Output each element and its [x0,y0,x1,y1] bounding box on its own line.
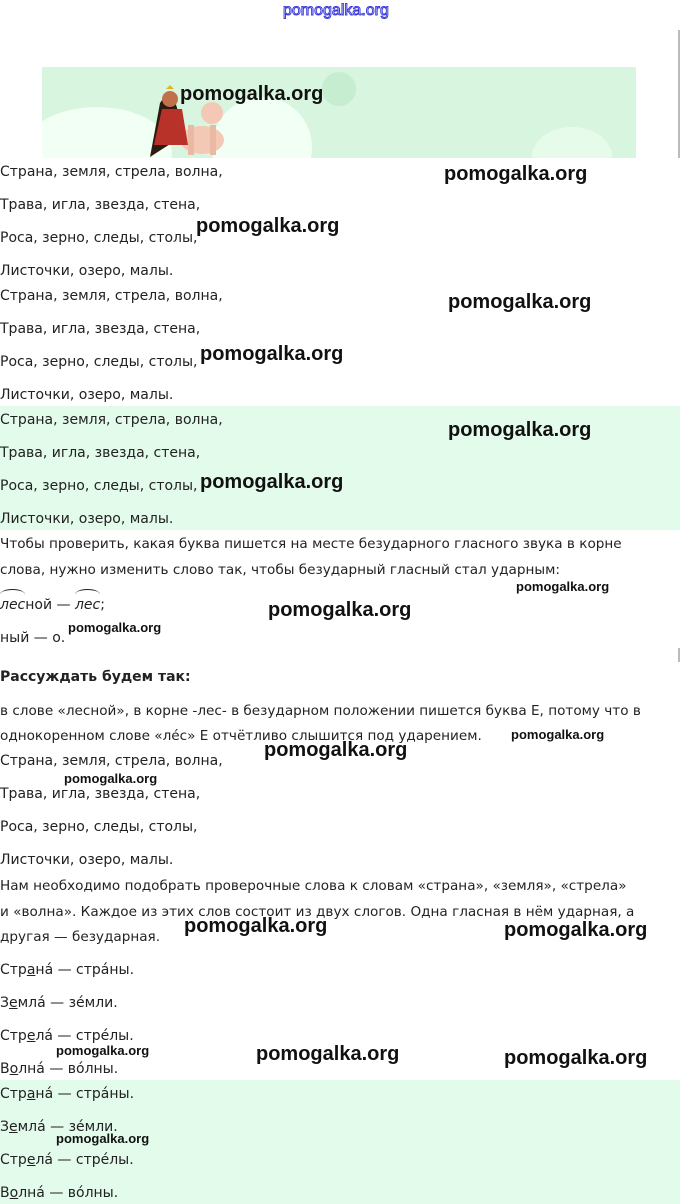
poem-line-1: Страна, земля, стрела, волна, [0,164,223,180]
poem-line-3: Роса, зерно, следы, столы, [0,230,198,246]
poem-line-3: Роса, зерно, следы, столы, [0,819,198,835]
reason-paragraph-1: в слове «лесной», в корне -лес- в безударном положении пишется буква Е, потому что в [0,703,641,719]
poem-line-4: Листочки, озеро, малы. [0,387,174,403]
root-mark: лес [0,597,26,613]
poem-line-1: Страна, земля, стрела, волна, [0,412,223,428]
watermark: pomogalka.org [200,343,344,365]
watermark: pomogalka.org [56,1131,150,1146]
word-pair: Странá — стрáны. [0,962,135,978]
watermark: pomogalka.org [180,83,324,105]
poem-line-2: Трава, игла, звезда, стена, [0,786,201,802]
reason-heading: Рассуждать будем так: [0,669,191,685]
poem-line-4: Листочки, озеро, малы. [0,852,174,868]
watermark: pomogalka.org [264,739,408,761]
root-mark: лес [74,597,101,613]
watermark: pomogalka.org [56,1043,150,1058]
reason-paragraph-2: однокоренном слове «лéс» Е отчётливо слышится под ударением. [0,728,482,744]
poem-line-2: Трава, игла, звезда, стена, [0,445,201,461]
word-pair: Волнá — вóлны. [0,1185,119,1201]
explain-line-3: ный — о. [0,630,66,646]
task-paragraph-2: и «волна». Каждое из этих слов состоит из двух слогов. Одна гласная в нём ударная, а [0,904,635,920]
watermark: pomogalka.org [256,1043,400,1065]
task-paragraph-3: другая — безударная. [0,929,161,945]
watermark: pomogalka.org [448,291,592,313]
explain-paragraph-1: Чтобы проверить, какая буква пишется на месте безударного гласного звука в корне [0,536,622,552]
watermark: pomogalka.org [184,915,328,937]
watermark: pomogalka.org [511,727,605,742]
watermark: pomogalka.org [516,579,610,594]
word-pair: Землá — зéмли. [0,995,118,1011]
example-word-pair: лесной — лес; [0,597,105,613]
watermark: pomogalka.org [504,1047,648,1069]
watermark: pomogalka.org [504,919,648,941]
poem-line-4: Листочки, озеро, малы. [0,511,174,527]
poem-line-4: Листочки, озеро, малы. [0,263,174,279]
word-pair: Стрелá — стрéлы. [0,1152,134,1168]
task-paragraph-1: Нам необходимо подобрать проверочные слова к словам «страна», «земля», «стрела» [0,878,627,894]
watermark: pomogalka.org [444,163,588,185]
watermark: pomogalka.org [448,419,592,441]
word-pair: Стрелá — стрéлы. [0,1028,134,1044]
watermark: pomogalka.org [64,771,158,786]
word-pair: Волнá — вóлны. [0,1061,119,1077]
poem-line-1: Страна, земля, стрела, волна, [0,753,223,769]
watermark: pomogalka.org [68,620,162,635]
poem-line-1: Страна, земля, стрела, волна, [0,288,223,304]
explain-paragraph-2: слова, нужно изменить слово так, чтобы безударный гласный стал ударным: [0,562,560,578]
top-watermark: pomogalka.org [283,2,389,19]
poem-line-2: Трава, игла, звезда, стена, [0,197,201,213]
word-pair: Землá — зéмли. [0,1119,118,1135]
watermark: pomogalka.org [268,599,412,621]
watermark: pomogalka.org [200,471,344,493]
poem-line-3: Роса, зерно, следы, столы, [0,478,198,494]
poem-line-2: Трава, игла, звезда, стена, [0,321,201,337]
watermark: pomogalka.org [196,215,340,237]
word-pair: Странá — стрáны. [0,1086,135,1102]
poem-line-3: Роса, зерно, следы, столы, [0,354,198,370]
banner-image [42,67,636,158]
